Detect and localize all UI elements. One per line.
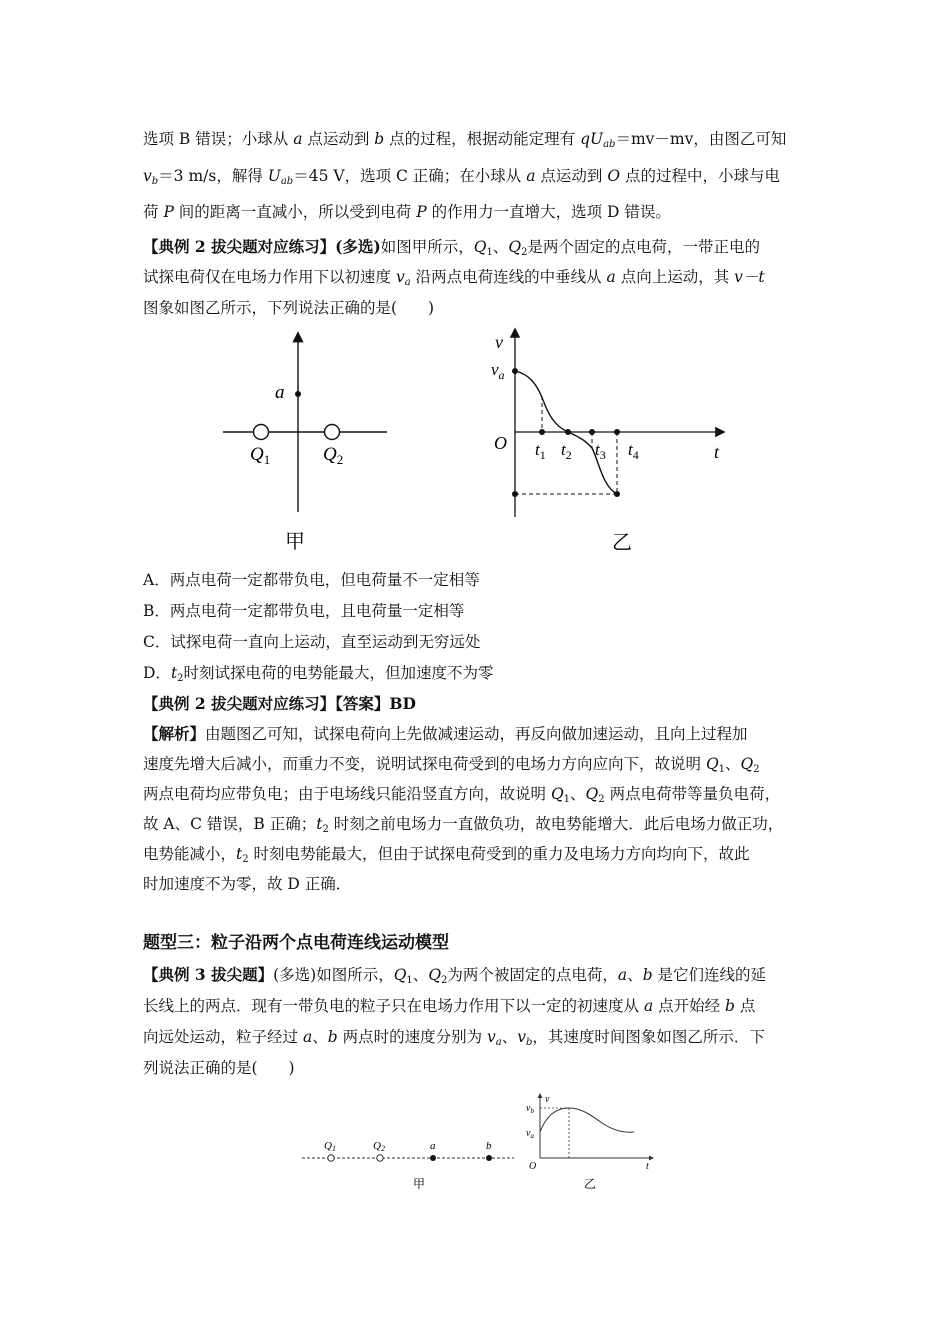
va-label: $v_a$: [491, 360, 505, 382]
solution-line-3: 两点电荷均应带负电；由于电场线只能沿竖直方向，故说明 $Q_1$、$Q_2$ 两点电荷带等量负电荷，: [143, 785, 781, 805]
va-label: $v_a$: [526, 1128, 534, 1140]
solution-line-2: 速度先增大后减小，而重力不变，说明试探电荷受到的电场力方向应向下，故说明 $Q_1$、$Q_2$: [143, 755, 760, 775]
intro-line-1: 选项 B 错误；小球从 a 点运动到 b 点的过程，根据动能定理有 $qU_{ab}=mv-mv$，由图乙可知: [143, 130, 787, 150]
origin-label: O: [529, 1161, 537, 1172]
example-2-answer: 【典例 2 拔尖题对应练习】【答案】BD: [143, 694, 416, 713]
charge-q1-circle: [254, 425, 269, 440]
solution-line-4: 故 A、C 错误，B 正确；$t_2$ 时刻之前电场力一直做负功，故电势能增大．此后电场力做正功，: [143, 815, 784, 835]
charge-q2-circle: [325, 425, 340, 440]
v-label: v: [545, 1094, 550, 1105]
example-3-line-4: 列说法正确的是( ): [143, 1059, 295, 1077]
t3-label: $t_3$: [595, 440, 606, 462]
t4-label: $t_4$: [628, 440, 639, 462]
point-b-dot: [486, 1155, 492, 1161]
end-point: [614, 491, 620, 497]
t1-point: [539, 429, 545, 435]
q1-circle: [328, 1155, 334, 1161]
point-a-dot: [430, 1155, 436, 1161]
option-c: C．试探电荷一直向上运动，直至运动到无穷远处: [143, 633, 481, 651]
option-b: B．两点电荷一定都带负电，且电荷量一定相等: [143, 602, 465, 620]
min-v-point: [512, 491, 518, 497]
a-label: a: [430, 1140, 436, 1152]
caption-yi: 乙: [584, 1177, 597, 1191]
velocity-curve: [540, 1108, 634, 1132]
example-2-question-line-3: 图象如图乙所示，下列说法正确的是( ): [143, 299, 435, 317]
option-a: A．两点电荷一定都带负电，但电荷量不一定相等: [143, 571, 480, 589]
solution-line-6: 时加速度不为零，故 D 正确．: [143, 875, 352, 893]
figure-3-left-diagram: [300, 1130, 520, 1195]
intro-line-3: 荷 P 间的距离一直减小，所以受到电荷 P 的作用力一直增大，选项 D 错误。: [143, 203, 671, 221]
point-a-dot: [295, 391, 301, 397]
figure-3-right-vt-graph: [520, 1090, 660, 1195]
example-3-line-1: 【典例 3 拔尖题】(多选)如图所示，$Q_1$、$Q_2$为两个被固定的点电荷，a、b 是它们连线的延: [143, 965, 767, 986]
example-3-line-2: 长线上的两点．现有一带负电的粒子只在电场力作用下以一定的初速度从 a 点开始经 b 点: [143, 997, 756, 1015]
t4-point: [614, 429, 620, 435]
intro-line-2: $v_b=3$ m/s，解得 $U_{ab}=45$ V，选项 C 正确；在小球从 a 点运动到 O 点的过程中，小球与电: [143, 167, 780, 187]
origin-label: O: [494, 433, 507, 453]
figure-2-right-vt-graph: [485, 322, 735, 562]
t1-label: $t_1$: [535, 440, 546, 462]
q1-label: $Q_1$: [250, 444, 271, 467]
q2-circle: [377, 1155, 383, 1161]
t-axis-label: t: [714, 442, 720, 462]
example-2-question-line-1: 【典例 2 拔尖题对应练习】(多选)如图甲所示，$Q_1$、$Q_2$是两个固定的点电荷，一带正电的: [143, 237, 760, 258]
option-d: D．$t_2$时刻试探电荷的电势能最大，但加速度不为零: [143, 664, 494, 684]
solution-line-5: 电势能减小，$t_2$ 时刻电势能最大，但由于试探电荷受到的重力及电场力方向均向下，故此: [143, 845, 750, 865]
t3-point: [589, 429, 595, 435]
caption-jia: 甲: [413, 1177, 426, 1191]
b-label: b: [486, 1140, 492, 1152]
example-2-question-line-2: 试探电荷仅在电场力作用下以初速度 $v_a$ 沿两点电荷连线的中垂线从 a 点向上运动，其 v－t: [143, 268, 765, 288]
example-3-line-3: 向远处运动，粒子经过 a、b 两点时的速度分别为 $v_a$、$v_b$，其速度时间图象如图乙所示．下: [143, 1028, 765, 1048]
figure-caption-yi: 乙: [612, 532, 632, 554]
t2-point: [565, 429, 571, 435]
t2-label: $t_2$: [561, 440, 572, 462]
solution-line-1: 【解析】由题图乙可知，试探电荷向上先做减速运动，再反向做加速运动，且向上过程加: [143, 724, 748, 743]
t-label: t: [646, 1161, 649, 1172]
point-a-label: a: [275, 382, 285, 403]
q1-label: Q1: [324, 1140, 336, 1153]
q2-label: $Q_2$: [323, 444, 344, 467]
figure-2-left-diagram: [215, 322, 395, 562]
v-axis-label: v: [495, 332, 503, 352]
vb-label: $v_b$: [526, 1103, 534, 1115]
q2-label: Q2: [373, 1140, 385, 1153]
section-3-heading: 题型三：粒子沿两个点电荷连线运动模型: [143, 933, 449, 953]
figure-caption-jia: 甲: [285, 531, 305, 553]
